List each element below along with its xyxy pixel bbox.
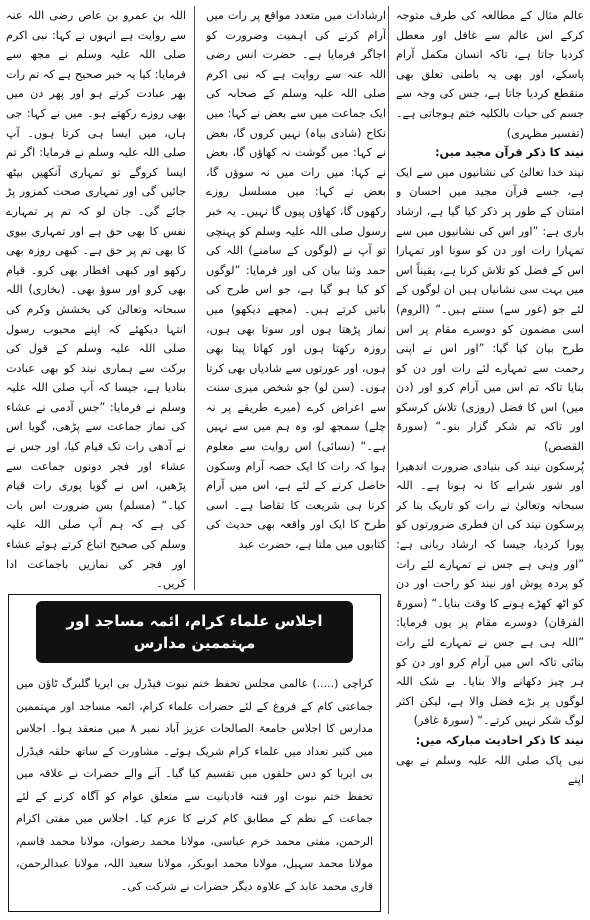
article-column-right <box>396 6 584 914</box>
paragraph: ارشادات میں متعدد مواقع پر رات میں آرام کرنے کی اہمیت وضرورت کو اجاگر فرمایا ہے۔ حضرت انس رضی اللہ عنہ سے روایت ہے کہ نبی اکرم صلی اللہ علیہ وسلم کے صحابہ کی ایک جماعت میں سے بعض نے کہا: میں نکاح (شادی بیاہ) نہیں کروں گا، بعض نے کہا: میں گوشت نہ کھاؤں گا، بعض نے کہا: میں رات میں نہ سوؤں گا، بعض نے کہا: میں مسلسل روزے رکھوں گا، کھاؤں پیوں گا نہیں۔ یہ خبر رسول صلی اللہ علیہ وسلم کو پہنچی تو آپ نے (لوگوں کے سامنے) اللہ کی حمد وثنا بیان کی اور فرمایا: ”لوگوں کو کیا ہو گیا ہے، جو اس طرح کی باتیں کرتے ہیں۔ (مجھے دیکھو) میں نماز پڑھتا ہوں اور سوتا بھی ہوں، روزہ رکھتا ہوں اور کھاتا پیتا بھی ہوں، اور عورتوں سے شادیاں بھی کرتا ہوں۔ (سن لو) جو شخص میری سنت سے اعراض کرے (میرے طریقے پر نہ چلے) سمجھ لو، وہ ہم میں سے نہیں ہے۔“ (نسائی) اس روایت سے معلوم ہوا کہ رات کا ایک حصہ آرام وسکون حاصل کرنے کے لئے ہے، اس میں آرام کرنا ہی شریعت کا تقاضا ہے۔ اسی طرح کا ایک اور واقعہ بھی حدیث کی کتابوں میں ملتا ہے، حضرت عبد <box>206 9 386 552</box>
article-column-left <box>6 6 186 590</box>
paragraph: نبی پاک صلی اللہ علیہ وسلم نے بھی اپنے <box>396 753 584 787</box>
paragraph: اللہ بن عمرو بن عاص رضی اللہ عنہ سے روایت ہے انہوں نے کہا: نبی اکرم صلی اللہ علیہ وسلم نے مجھ سے فرمایا: کیا یہ خبر صحیح ہے کہ تم رات بھر عبادت کرتے ہو اور پھر دن میں بھی روزے رکھتے ہو۔ میں نے کہا: جی ہاں، میں ایسا ہی کرتا ہوں۔ آپ صلی اللہ علیہ وسلم نے فرمایا: اگر تم ایسا کروگے تو تمہاری آنکھیں بیٹھ جائیں گی اور تمہاری صحت کمزور پڑ جائے گی۔ جان لو کہ تم پر تمہارے نفس کا بھی حق ہے اور تمہاری بیوی کا بھی تم پر حق ہے۔ کبھی روزہ بھی رکھو اور کبھی افطار بھی کرو۔ قیام بھی کرو اور سوؤ بھی۔ (بخاری) اللہ سبحانہ وتعالیٰ کی بخشش وکرم کی انتہا دیکھئے کہ اپنے محبوب رسول صلی اللہ علیہ وسلم کے قول کی برکت سے ہماری نیند کو بھی عبادت بنادیا ہے، جیسا کہ آپ صلی اللہ علیہ وسلم نے فرمایا: ”جس آدمی نے عشاء کی نماز جماعت سے پڑھی، گویا اس نے آدھی رات تک قیام کیا، اور جس نے عشاء اور فجر دونوں جماعت سے پڑھیں، اس نے گویا پوری رات قیام کیا۔“ (مسلم) بس ضرورت اس بات کی ہے کہ ہم آپ صلی اللہ علیہ وسلم کی صحیح اتباع کرتے ہوئے عشاء اور فجر کی نمازیں باجماعت ادا کریں۔ <box>6 9 186 590</box>
section-heading: نیند کا ذکر قرآن مجید میں: <box>435 146 584 160</box>
paragraph: نیند خدا تعالیٰ کی نشانیوں میں سے ایک ہے، جسے قرآن مجید میں احسان و امتنان کے طور پر ذکر کیا گیا ہے، ارشاد باری ہے: ”اور اس کی نشانیوں میں سے تمہارا رات اور دن کو سونا اور تمہارا اس کے فضل کو تلاش کرنا ہے، یقیناً اس میں بہت سی نشانیاں ہیں ان لوگوں کے لئے جو (غور سے) سنتے ہیں۔“ (الروم) اسی مضمون کو دوسرے مقام پر اس طرح بیان کیا گیا: ”اور اس نے اپنی رحمت سے تمہارے لئے رات اور دن کو بنایا تاکہ تم اس میں آرام کرو اور (دن میں) اس کا فضل (روزی) تلاش کرسکو اور تاکہ تم شکر گزار بنو۔“ (سورۃ القصص) <box>396 165 584 454</box>
news-box <box>8 594 381 912</box>
paragraph: عالم مثال کے مطالعہ کی طرف متوجہ کرکے اس عالم سے غافل اور معطل کردیا جاتا ہے، تاکہ انسان مکمل آرام پاسکے، اور بھی یہ باطنی تعلق بھی منقطع کردیا جاتا ہے، جس کی وجہ سے جسم کی حیات بالکلیہ ختم ہوجاتی ہے۔ (تفسیر مظہری) <box>396 9 584 140</box>
article-column-middle <box>206 6 386 590</box>
news-box-title: اجلاس علماء کرام، ائمہ مساجد اور مہتممین مدارس <box>36 601 353 663</box>
section-heading: نیند کا ذکر احادیث مبارکہ میں: <box>415 733 584 747</box>
paragraph: پُرسکون نیند کی بنیادی ضرورت اندھیرا اور شور شرابے کا نہ ہونا ہے۔ اللہ سبحانہ وتعالیٰ نے رات کو تاریک بنا کر پرسکون نیند کی ان فطری ضرورتوں کو پورا کردیا، جیسا کہ ارشاد ربانی ہے: ”اور وہی ہے جس نے تمہارے لئے رات کو پردہ پوش اور نیند کو راحت اور دن کو اٹھ کھڑے ہونے کا وقت بنایا۔“ (سورۃ الفرقان) دوسرے مقام پر یوں فرمایا: ”اللہ ہی ہے جس نے تمہارے لئے رات بنائی تاکہ اس میں آرام کرو اور دن کو ہر چیز دکھانے والا بنایا۔ بے شک اللہ لوگوں پر بڑے فضل والا ہے، لیکن اکثر لوگ شکر نہیں کرتے۔“ (سورۃ غافر) <box>396 459 584 728</box>
news-box-body: کراچی (.....) عالمی مجلس تحفظ ختم نبوت فیڈرل بی ایریا گلبرگ ٹاؤن میں جماعتی کام کے فروغ کے لئے حضرات علماء کرام، ائمہ مساجد اور مہتممین مدارس کا اجلاس جامعۃ الصالحات عزیز آباد نمبر ۸ میں منعقد ہوا۔ اجلاس میں کثیر تعداد میں علماء کرام شریک ہوئے۔ مشاورت کے ساتھ حلقہ فیڈرل بی ایریا کو دس حلقوں میں تقسیم کیا گیا۔ آنے والے حضرات نے علاقہ میں تحفظ ختم نبوت اور فتنہ قادیانیت سے متعلق عوام کو آگاہ کرنے کے لئے جماعت کے نظم کے مطابق کام کرنے کا عزم کیا۔ اجلاس میں مفتی اکرام الرحمن، مفتی محمد خرم عباسی، مولانا محمد رضوان، مولانا محمد قاسم، مولانا محمد سہیل، مولانا محمد ابوبکر، مولانا سعید اللہ، مولانا عبدالرحمن، قاری محمد عابد کے علاوہ دیگر حضرات نے شرکت کی۔ <box>16 677 373 893</box>
column-divider <box>388 6 389 914</box>
column-divider <box>194 6 195 590</box>
